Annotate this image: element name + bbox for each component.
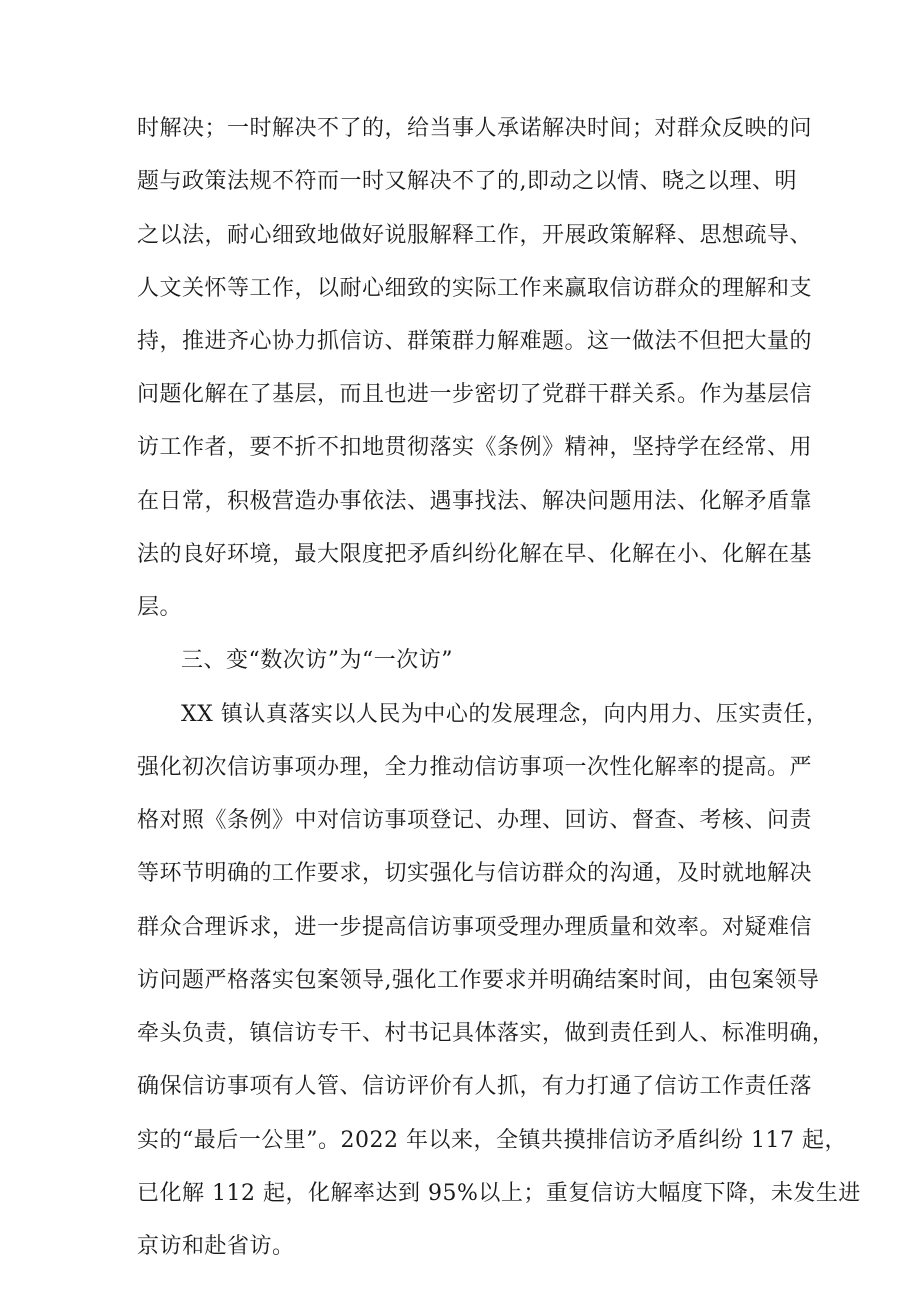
- text-line: 题与政策法规不符而一时又解决不了的,即动之以情、晓之以理、明: [137, 169, 797, 194]
- text-line: 人文关怀等工作，以耐心细致的实际工作来赢取信访群众的理解和支: [137, 276, 813, 301]
- text-line: 确保信访事项有人管、信访评价有人抓，有力打通了信访工作责任落: [137, 1074, 813, 1099]
- text-line: 实的“最后一公里”。2022 年以来，全镇共摸排信访矛盾纠纷 117 起，: [137, 1128, 847, 1153]
- text-line: 持，推进齐心协力抓信访、群策群力解难题。这一做法不但把大量的: [137, 329, 813, 354]
- text-line: 访问题严格落实包案领导,强化工作要求并明确结案时间，由包案领导: [137, 968, 820, 993]
- text-line: 之以法，耐心细致地做好说服解释工作，开展政策解释、思想疏导、: [137, 223, 813, 248]
- text-line: 层。: [137, 595, 183, 620]
- text-line: 群众合理诉求，进一步提高信访事项受理办理质量和效率。对疑难信: [137, 915, 813, 940]
- text-line: 牵头负责，镇信访专干、村书记具体落实，做到责任到人、标准明确，: [137, 1021, 835, 1046]
- text-line: 访工作者，要不折不扣地贯彻落实《条例》精神，坚持学在经常、用: [137, 435, 813, 460]
- text-line: 时解决；一时解决不了的，给当事人承诺解决时间；对群众反映的问: [137, 116, 813, 141]
- text-line: 等环节明确的工作要求，切实强化与信访群众的沟通，及时就地解决: [137, 861, 813, 886]
- text-line: 法的良好环境，最大限度把矛盾纠纷化解在早、化解在小、化解在基: [137, 542, 813, 567]
- text-line: XX 镇认真落实以人民为中心的发展理念，向内用力、压实责任，: [181, 702, 829, 727]
- section-heading: 三、变“数次访”为“一次访”: [181, 648, 453, 673]
- text-line: 已化解 112 起，化解率达到 95%以上；重复信访大幅度下降，未发生进: [137, 1181, 861, 1206]
- text-line: 京访和赴省访。: [137, 1234, 295, 1259]
- text-line: 格对照《条例》中对信访事项登记、办理、回访、督查、考核、问责: [137, 808, 813, 833]
- text-line: 强化初次信访事项办理，全力推动信访事项一次性化解率的提高。严: [137, 755, 813, 780]
- text-line: 问题化解在了基层，而且也进一步密切了党群干群关系。作为基层信: [137, 382, 813, 407]
- text-line: 在日常，积极营造办事依法、遇事找法、解决问题用法、化解矛盾靠: [137, 489, 813, 514]
